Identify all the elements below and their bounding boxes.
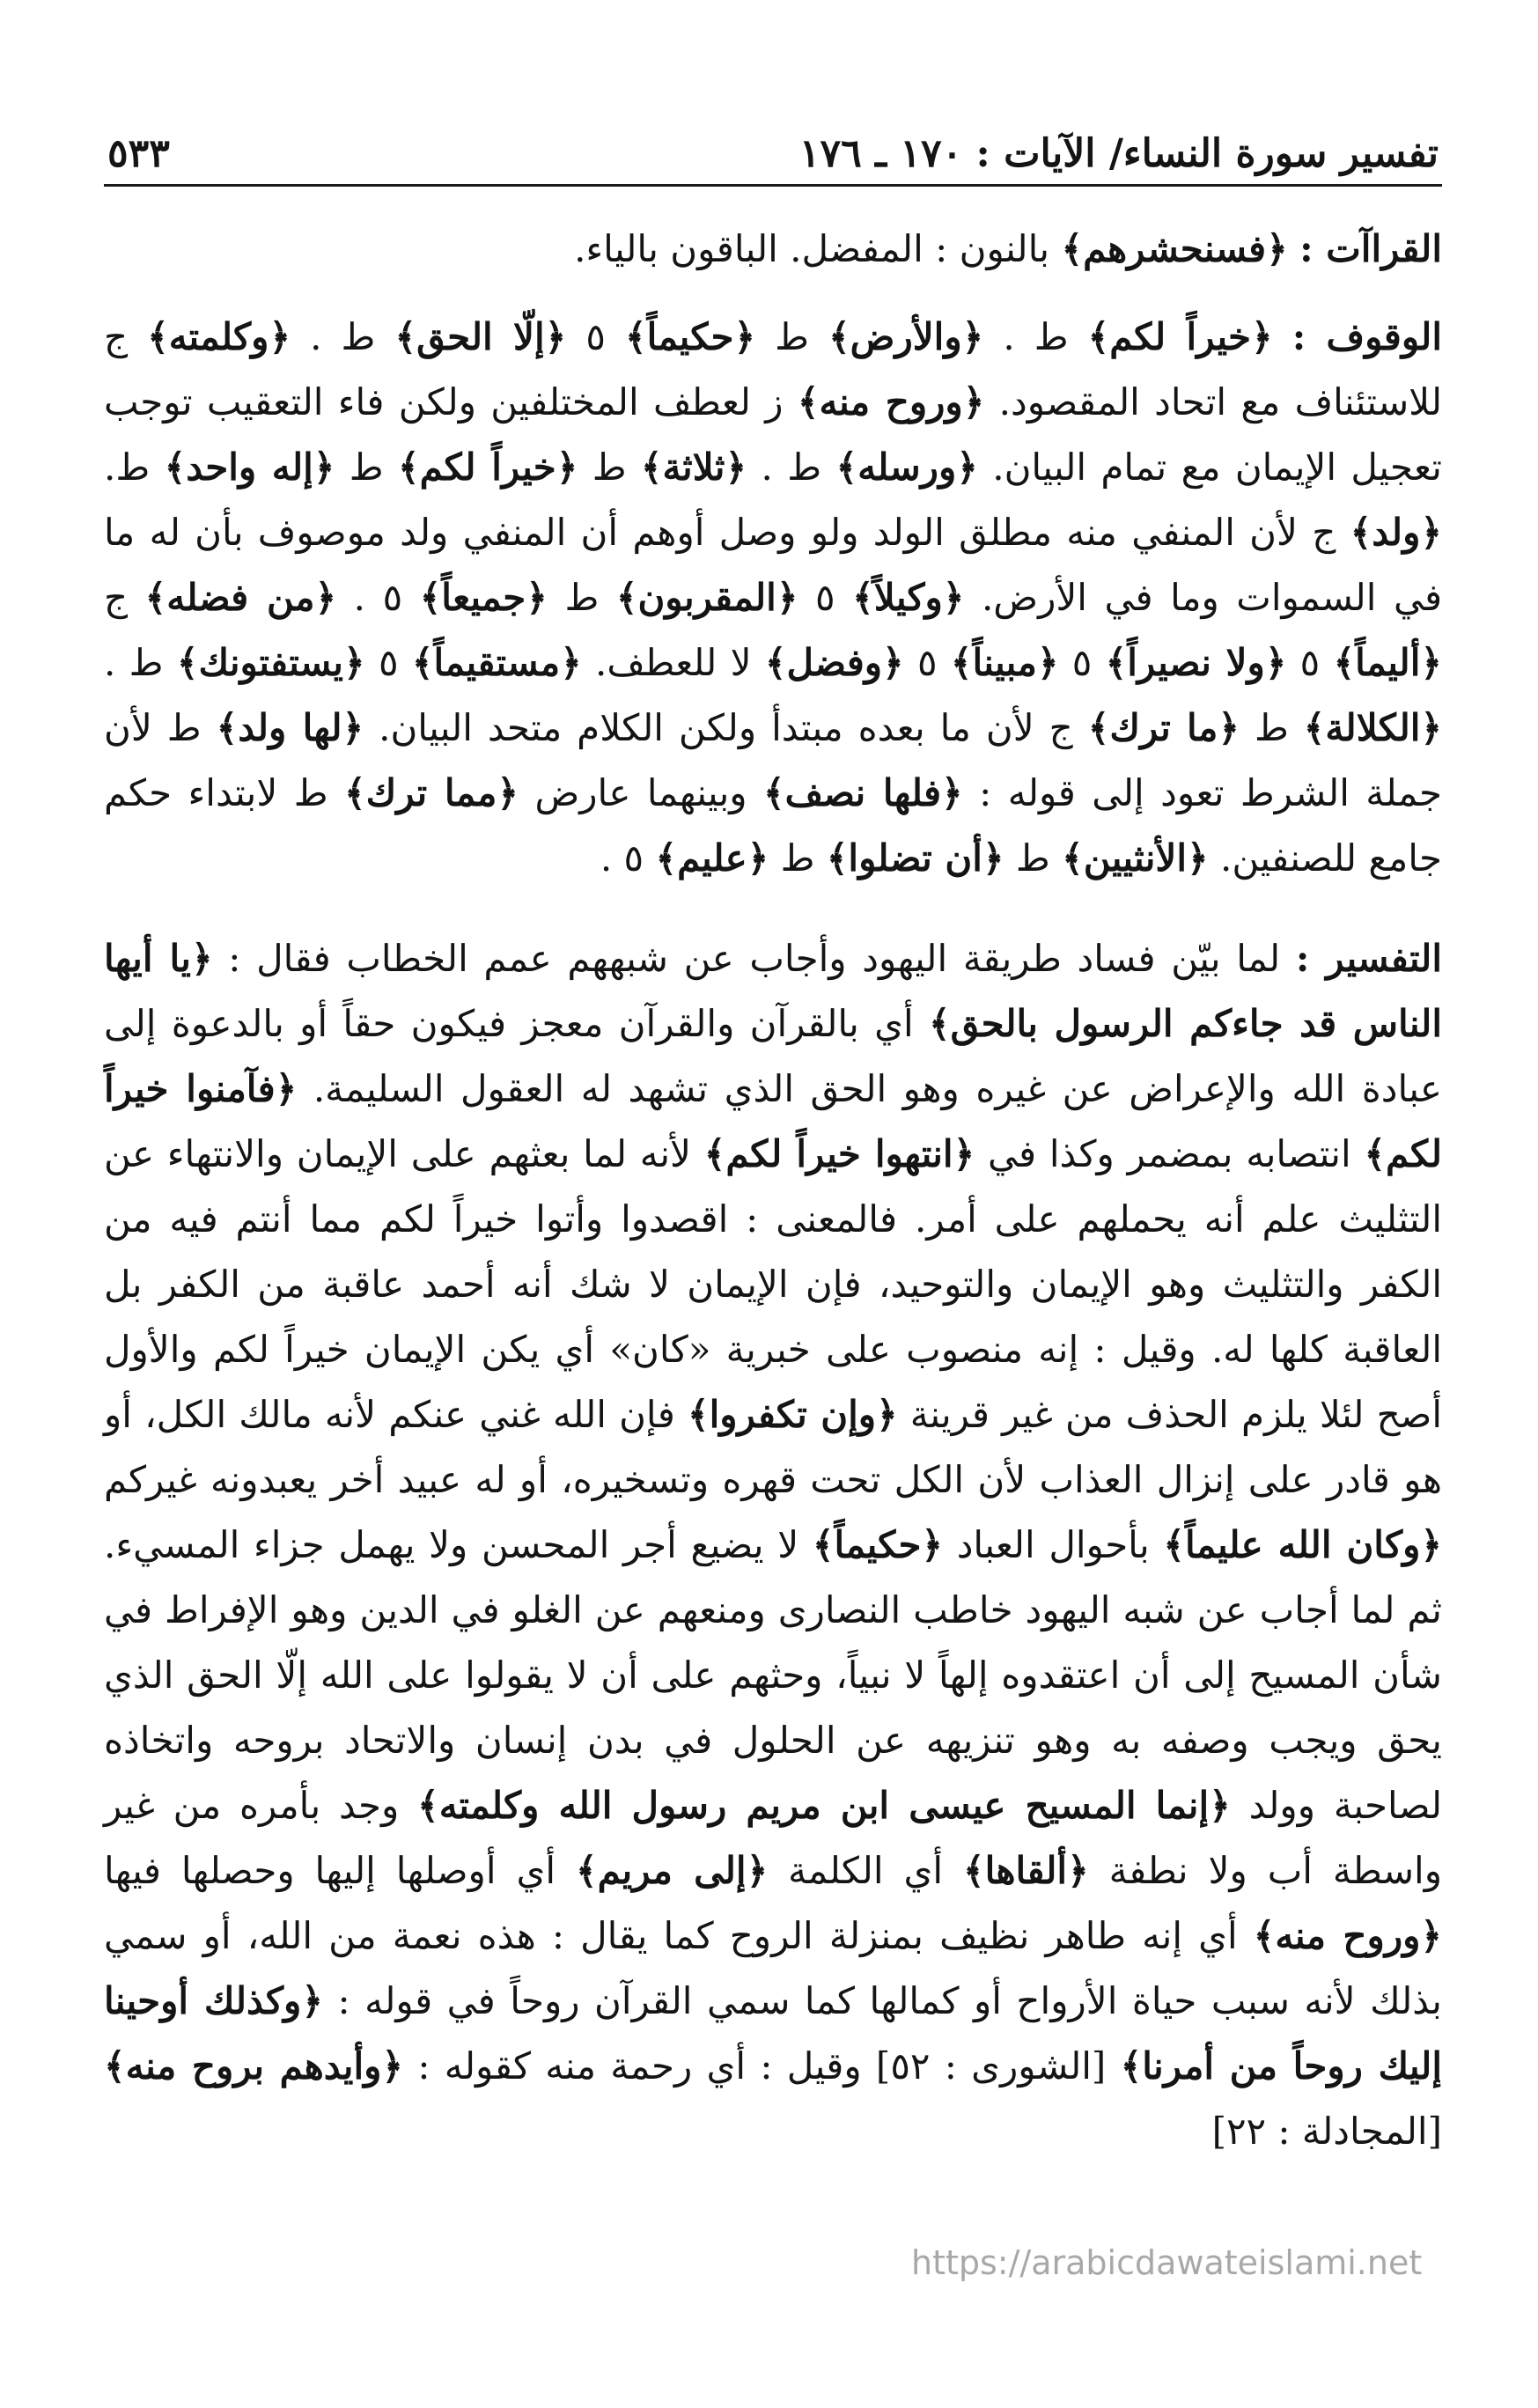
quran-quote: ﴿إلّا الحق﴾ bbox=[394, 314, 567, 358]
quran-quote: ﴿ولا نصيراً﴾ bbox=[1105, 640, 1287, 684]
body-text-run: ط . bbox=[291, 314, 395, 358]
body-text-run: فإن الله غني عنكم لأنه مالك الكل، أو هو قادر على إنزال العذاب لأن الكل تحت قهره وتسخيره، أو له عبيد أخر يعبدونه غيركم bbox=[104, 1392, 1442, 1501]
body-text-run: وبينهما عارض bbox=[519, 770, 764, 814]
body-text-run: ط bbox=[335, 445, 399, 489]
quran-quote: ﴿يا أيها الناس قد جاءكم الرسول بالحق﴾ bbox=[104, 936, 1442, 1045]
body-text-run: ٥ bbox=[903, 640, 951, 684]
body-text-run: ط . bbox=[747, 445, 836, 489]
qiraat-text bbox=[574, 227, 1288, 270]
qiraat-paragraph bbox=[104, 217, 1442, 282]
quran-quote: ﴿ألقاها﴾ bbox=[963, 1848, 1089, 1892]
quran-quote: ﴿ولد﴾ bbox=[1350, 510, 1442, 554]
body-text-run: لأنه لما بعثهم على الإيمان والانتهاء عن التثليث علم أنه يحملهم على أمر. فالمعنى : اقصدوا وأتوا خيراً لكم مما أنتم فيه من الكفر والتثليث وهو الإيمان والتوحيد، فإن الإيمان لا شك أنه أحمد عاقبة من الكفر بل العاقبة كلها له. وقيل : إنه منصوب على خبرية «كان» أي يكن الإيمان خيراً لكم والأول أصح لئلا يلزم الحذف من غير قرينة bbox=[104, 1131, 1443, 1436]
body-text-run: لما بيّن فساد طريقة اليهود وأجاب عن شبههم عمم الخطاب فقال : bbox=[212, 936, 1281, 980]
body-text-run: ٥ bbox=[1058, 640, 1106, 684]
quran-quote: ﴿فسنحشرهم﴾ bbox=[1061, 226, 1288, 270]
wuquf-text bbox=[104, 315, 1442, 880]
quran-quote: ﴿خيراً لكم﴾ bbox=[398, 445, 578, 489]
body-text-run: ط لأن جملة الشرط تعود إلى قوله : bbox=[104, 705, 1442, 814]
quran-quote: ﴿ثلاثة﴾ bbox=[640, 445, 747, 489]
quran-quote: ﴿جميعاً﴾ bbox=[419, 575, 548, 619]
quran-quote: ﴿وكلمته﴾ bbox=[147, 314, 291, 358]
quran-quote: ﴿مما ترك﴾ bbox=[344, 770, 519, 814]
body-text-run: ط bbox=[755, 314, 829, 358]
body-text-run: [المجادلة : ٢٢] bbox=[1211, 2109, 1442, 2153]
header-title: تفسير سورة النساء/ الآيات : ١٧٠ ـ ١٧٦ bbox=[798, 131, 1439, 176]
quran-quote: ﴿حكيماً﴾ bbox=[812, 1522, 944, 1566]
quran-quote: ﴿أن تضلوا﴾ bbox=[826, 836, 1004, 880]
quran-quote: ﴿حكيماً﴾ bbox=[624, 314, 756, 358]
body-text-run: ج لأن المنفي منه مطلق الولد ولو وصل أوهم أن المنفي ولد موصوف بأن له ما في السموات وما في الأرض. bbox=[104, 510, 1443, 619]
quran-quote: ﴿ما ترك﴾ bbox=[1087, 705, 1240, 749]
quran-quote: ﴿إنما المسيح عيسى ابن مريم رسول الله وكلمته﴾ bbox=[417, 1783, 1231, 1827]
quran-quote: ﴿فآمنوا خيراً لكم﴾ bbox=[104, 1066, 1442, 1175]
body-text-run: ط لابتداء حكم جامع للصنفين. bbox=[104, 770, 1442, 880]
quran-quote: ﴿من فضله﴾ bbox=[144, 575, 337, 619]
body-text-run: وجد بأمره من غير واسطة أب ولا نطفة bbox=[104, 1783, 1442, 1892]
quran-quote: ﴿ورسله﴾ bbox=[835, 445, 978, 489]
quran-quote: ﴿وكان الله عليماً﴾ bbox=[1163, 1522, 1442, 1566]
body-text-run: ط. bbox=[104, 445, 165, 489]
quran-quote: ﴿انتهوا خيراً لكم﴾ bbox=[703, 1131, 975, 1175]
tafsir-paragraph bbox=[104, 926, 1442, 2164]
quran-quote: ﴿وكذلك أوحينا إليك روحاً من أمرنا﴾ bbox=[104, 1978, 1442, 2088]
quran-quote: ﴿وكيلاً﴾ bbox=[852, 575, 965, 619]
body-text-run: ٥ bbox=[798, 575, 853, 619]
body-text-run: ز لعطف المختلفين ولكن فاء التعقيب توجب تعجيل الإيمان مع تمام البيان. bbox=[104, 379, 1442, 489]
body-text-run: ٥ . bbox=[336, 575, 420, 619]
body-text-run: ٥ . bbox=[600, 836, 656, 880]
body-text-run: ط bbox=[547, 575, 616, 619]
qiraat-label: القراآت : bbox=[1299, 226, 1442, 270]
quran-quote: ﴿وروح منه﴾ bbox=[797, 379, 985, 423]
body-text-run: لا يضيع أجر المحسن ولا يهمل جزاء المسيء. ثم لما أجاب عن شبه اليهود خاطب النصارى ومنعهم عن الغلو في الدين وهو الإفراط في شأن المسيح إلى أن اعتقدوه إلهاً لا نبياً، وحثهم على أن لا يقولوا على الله إلّا الحق الذي يحق ويجب وصفه به وهو تنزيهه عن الحلول في بدن إنسان والاتحاد بروحه واتخاذه لصاحبة وولد bbox=[104, 1522, 1443, 1827]
quran-quote: ﴿خيراً لكم﴾ bbox=[1087, 314, 1273, 358]
body-text-run: ج للاستئناف مع اتحاد المقصود. bbox=[104, 314, 1442, 423]
body-text-run: ط bbox=[1004, 836, 1063, 880]
book-page bbox=[104, 132, 1442, 2199]
header-divider bbox=[104, 184, 1442, 187]
body-text-run: انتصابه بمضمر وكذا في bbox=[975, 1131, 1365, 1175]
body-text-run: ط bbox=[769, 836, 827, 880]
quran-quote: ﴿فلها نصف﴾ bbox=[763, 770, 963, 814]
body-text-run: بأحوال العباد bbox=[943, 1522, 1164, 1566]
quran-quote: ﴿والأرض﴾ bbox=[828, 314, 984, 358]
quran-quote: ﴿وفضل﴾ bbox=[764, 640, 904, 684]
body-text-run: ٥ bbox=[566, 314, 625, 358]
page-number: ٥٣٣ bbox=[107, 131, 170, 176]
body-text-run: أي أوصلها إليها وحصلها فيها bbox=[104, 1848, 576, 1892]
quran-quote: ﴿إلى مريم﴾ bbox=[575, 1848, 769, 1892]
quran-quote: ﴿لها ولد﴾ bbox=[216, 705, 364, 749]
quran-quote: ﴿الكلالة﴾ bbox=[1303, 705, 1443, 749]
tafsir-text bbox=[104, 937, 1442, 2153]
site-watermark: https://arabicdawateislami.net bbox=[911, 2243, 1423, 2282]
quran-quote: ﴿وإن تكفروا﴾ bbox=[687, 1392, 898, 1436]
quran-quote: ﴿الأنثيين﴾ bbox=[1062, 836, 1209, 880]
body-text-run: ج bbox=[104, 575, 145, 619]
quran-quote: ﴿مستقيماً﴾ bbox=[411, 640, 582, 684]
quran-quote: ﴿وروح منه﴾ bbox=[1253, 1913, 1442, 1957]
quran-quote: ﴿يستفتونك﴾ bbox=[176, 640, 365, 684]
tafsir-label: التفسير : bbox=[1295, 936, 1442, 980]
body-text-run: ط . bbox=[104, 640, 177, 684]
body-text-run: ٥ bbox=[1286, 640, 1334, 684]
quran-quote: ﴿إله واحد﴾ bbox=[164, 445, 335, 489]
wuquf-label: الوقوف : bbox=[1291, 314, 1443, 358]
body-text-run: بالنون : المفضل. الباقون بالياء. bbox=[574, 226, 1062, 270]
body-text-run: ج لأن ما بعده مبتدأ ولكن الكلام متحد البيان. bbox=[364, 705, 1088, 749]
body-text-run: ط bbox=[1239, 705, 1304, 749]
body-text-run: أي بالقرآن والقرآن معجز فيكون حقاً أو بالدعوة إلى عبادة الله والإعراض عن غيره وهو الحق الذي تشهد له العقول السليمة. bbox=[104, 1001, 1442, 1110]
body-text-run: ط bbox=[578, 445, 641, 489]
running-header bbox=[104, 132, 1442, 182]
quran-quote: ﴿أليماً﴾ bbox=[1333, 640, 1442, 684]
quran-quote: ﴿مبيناً﴾ bbox=[950, 640, 1059, 684]
wuquf-paragraph bbox=[104, 305, 1442, 891]
body-text-run: [الشورى : ٥٢] وقيل : أي رحمة منه كقوله : bbox=[403, 2043, 1121, 2088]
body-text-run: لا للعطف. bbox=[581, 640, 765, 684]
body-text-run: أي إنه طاهر نظيف بمنزلة الروح كما يقال : هذه نعمة من الله، أو سمي بذلك لأنه سبب حياة الأرواح أو كمالها كما سمي القرآن روحاً في قوله : bbox=[104, 1913, 1442, 2022]
body-text-run: أي الكلمة bbox=[768, 1848, 963, 1892]
body-text-run: ٥ bbox=[364, 640, 412, 684]
body-text-run: ط . bbox=[983, 314, 1088, 358]
quran-quote: ﴿عليم﴾ bbox=[655, 836, 769, 880]
quran-quote: ﴿المقربون﴾ bbox=[615, 575, 798, 619]
quran-quote: ﴿وأيدهم بروح منه﴾ bbox=[104, 2043, 404, 2088]
